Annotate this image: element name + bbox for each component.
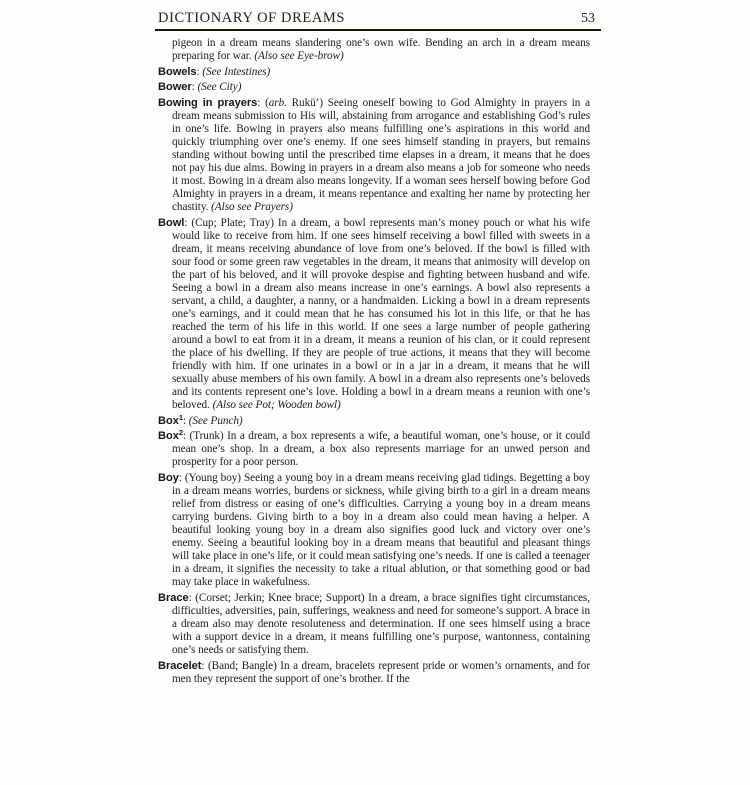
entry-text-italic: (Also see Pot; Wooden bowl) <box>212 399 341 412</box>
entry-text: Rukü’) Seeing oneself bowing to God Almighty in prayers in a dream means submission to His will, abstaining from arrogance and establishing God’s rules in one’s life. Bowing in prayers also means fulfilling one’s aspirations in this world and quickly triumphing over one’s enemy. If one sees himself standing in prayers, but remains standing without bowing until the prescribed time elapses in a dream, it means that he does not pay his due alms. Bowing in prayers in a dream also means a job for someone who needs it most. Bowing in a dream also means longevity. If a woman sees herself bowing before God Almighty in prayers in a dream, it means repentance and exalting her name by protecting her chastity. <box>172 96 590 214</box>
entry-text-italic: (Also see Eye-brow) <box>254 50 344 63</box>
entry-text-italic: (See Punch) <box>188 414 243 427</box>
entry-headword: Box$^2$ <box>158 428 183 443</box>
entry-text: : (Band; Bangle) In a dream, bracelets represent pride or women’s ornaments, and for men they represent the support of one’s brother. If the <box>172 659 590 685</box>
entry-text: pigeon in a dream means slandering one’s own wife. Bending an arch in a dream means preparing for war. <box>172 37 590 63</box>
entry-box-1 <box>158 412 590 428</box>
entry-boy <box>158 472 590 589</box>
entry-text: : <box>182 414 189 427</box>
page-number: 53 <box>581 11 595 26</box>
page-title: DICTIONARY OF DREAMS <box>158 10 346 26</box>
entry-text-italic: arb. <box>268 96 287 109</box>
entry-text: : (Young boy) Seeing a young boy in a dream means receiving glad tidings. Begetting a boy in a dream means worries, burdens or sickness, while giving birth to a girl in a dream means relief from distress or easing of one’s difficulties. Carrying a young boy in a dream means carrying burdens. Giving birth to a boy in a dream also could mean having a helper. A beautiful looking young boy in a dream also signifies good luck and victory over one’s enemy. Seeing a beautiful looking boy in a dream means that beautiful and pleasant things will take place in one’s life, or it could mean satisfying one’s needs. If one is called a teenager in a dream, it signifies the necessity to take a ritual ablution, or that something good or bad may take place in wakefulness. <box>172 472 590 589</box>
entry-text: : (Cup; Plate; Tray) In a dream, a bowl represents man’s money pouch or what his wife would like to receive from him. If one sees himself receiving a bowl filled with sweets in a dream, it means receiving abundance of love from one’s beloved. If the bowl is filled with sour food or some green raw vegetables in the dream, it means that animosity will develop on the part of his beloved, and it will provoke despise and fighting between husband and wife. Seeing a bowl in a dream also means increase in one’s earnings. A bowl also represents a servant, a child, a daughter, a nanny, or a handmaiden. Licking a bowl in a dream represents one’s earnings, and it could mean that he has consumed his lot in this life, or that he has reached the term of his life in this world. If one sees a large number of people gathering around a bowl to eat from it in a dream, it means a reunion of his clan, or it could represent the place of his dwelling. If they are people of true actions, it means that they will become friendly with him. If one urinates in a bowl or in a jar in a dream, it means that he will sexually abuse members of his own family. A bowl in a dream also represents one’s beloveds and its contents represent one’s love. Holding a bowl in a dream means a reunion with one’s beloved. <box>172 216 590 412</box>
entry-bowels <box>158 66 590 79</box>
entry-text: : (Trunk) In a dream, a box represents a wife, a beautiful woman, one’s house, or it could mean one’s shop. In a dream, a box also represents marriage for an unwed person and prosperity for a poor person. <box>172 430 590 469</box>
entry-bower <box>158 81 590 94</box>
entry-text-italic: (See Intestines) <box>202 65 271 78</box>
entry-text-italic: (Also see Prayers) <box>211 201 293 214</box>
entry-text: : (Corset; Jerkin; Knee brace; Support) In a dream, a brace signifies tight circumstances, difficulties, adversities, pain, sufferings, weakness and need for someone’s support. A brace in a dream also may denote resoluteness and determination. If one sees himself using a brace with a support device in a dream, it means fulfilling one’s purpose, wantonness, containing one’s needs or satisfying them. <box>172 591 590 657</box>
entry-headword: Bracelet <box>158 659 202 672</box>
header-rule <box>155 29 601 31</box>
page-header <box>155 10 601 27</box>
entry-brace <box>158 592 590 657</box>
entry-headword: Box$^1$ <box>158 412 183 427</box>
entry-text: : <box>191 81 198 94</box>
headword-superscript: 2 <box>178 428 183 438</box>
entry-text-italic: (See City) <box>197 81 242 94</box>
entries-list <box>155 37 601 686</box>
text-column <box>155 10 601 688</box>
entry-text: : <box>196 65 203 78</box>
entry-headword: Bowing in prayers <box>158 96 258 109</box>
entry-headword: Bower <box>158 81 192 94</box>
entry-box-2 <box>158 430 590 469</box>
headword-superscript: 1 <box>178 412 183 422</box>
entry-text: : ( <box>257 96 269 109</box>
entry-bowing-in-prayers <box>158 97 590 214</box>
entry-headword: Bowl <box>158 216 185 229</box>
entry-headword: Brace <box>158 591 189 604</box>
entry-headword: Bowels <box>158 65 197 78</box>
entry-continued <box>158 37 590 63</box>
entry-bowl <box>158 217 590 413</box>
entry-bracelet <box>158 660 590 686</box>
entry-headword: Boy <box>158 472 179 484</box>
